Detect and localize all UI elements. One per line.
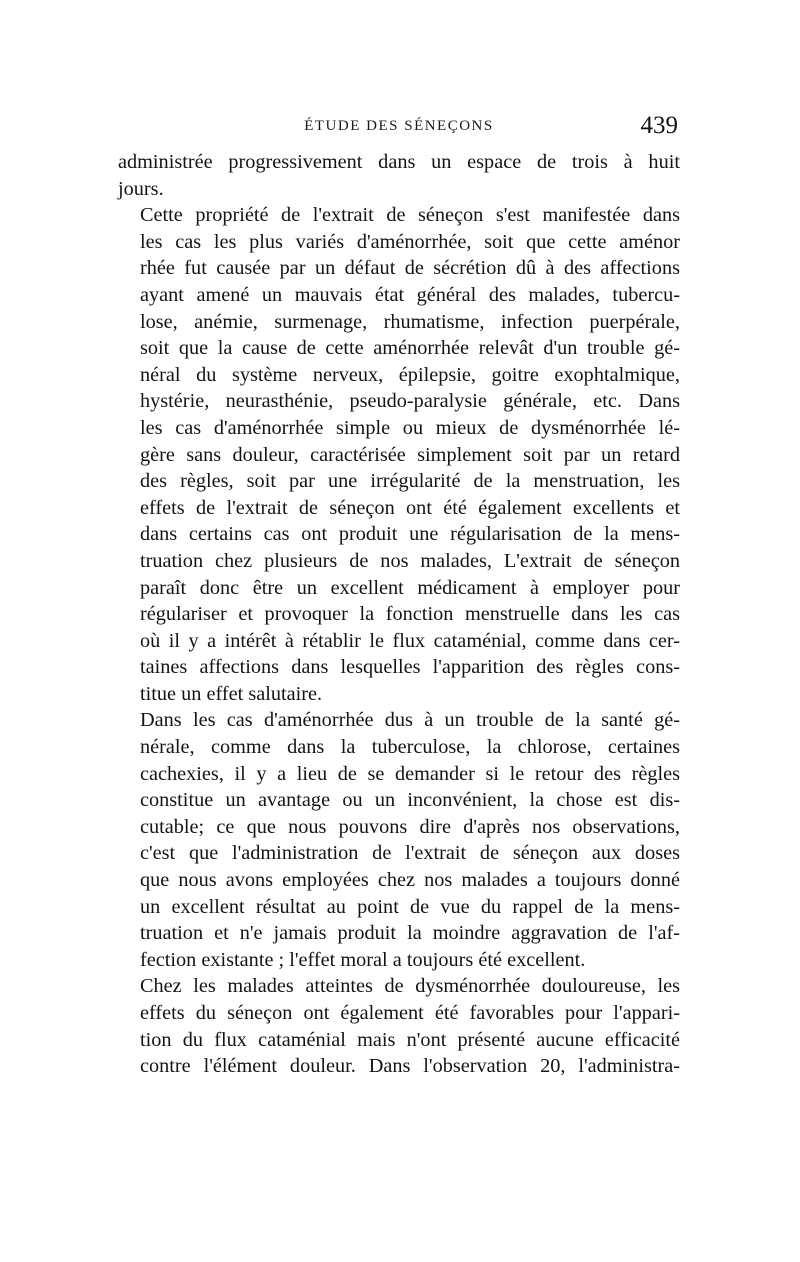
text-line: c'est que l'administration de l'extrait de séneçon aux doses — [140, 842, 680, 865]
text-line: contre l'élément douleur. Dans l'observation 20, l'administra- — [140, 1055, 680, 1078]
text-line: dans certains cas ont produit une régularisation de la mens- — [140, 523, 680, 546]
text-line: les cas les plus variés d'aménorrhée, soit que cette aménor — [140, 230, 680, 253]
running-title: ÉTUDE DES SÉNEÇONS — [304, 118, 494, 134]
text-line: Cette propriété de l'extrait de séneçon s'est manifestée dans — [140, 204, 680, 227]
text-line: un excellent résultat au point de vue du rappel de la mens- — [140, 895, 680, 918]
text-line: effets du séneçon ont également été favorables pour l'appari- — [140, 1002, 680, 1024]
paragraph — [118, 149, 680, 202]
text-line: titue un effet salutaire. — [140, 682, 323, 705]
text-line: jours. — [118, 177, 164, 200]
text-line: truation chez plusieurs de nos malades, L'extrait de séneçon — [140, 549, 680, 572]
text-line: lose, anémie, surmenage, rhumatisme, infection puerpérale, — [140, 310, 680, 333]
text-line: que nous avons employées chez nos malades a toujours donné — [140, 869, 680, 892]
body-text — [118, 149, 680, 1080]
paragraph — [118, 973, 680, 1079]
text-line: Chez les malades atteintes de dysménorrhée douloureuse, les — [140, 975, 680, 998]
text-line: Dans les cas d'aménorrhée dus à un trouble de la santé gé- — [140, 709, 680, 732]
text-line: gère sans douleur, caractérisée simplement soit par un retard — [140, 443, 680, 466]
text-line: administrée progressivement dans un espace de trois à huit — [118, 151, 680, 173]
paragraph — [118, 202, 680, 707]
page-header — [118, 112, 680, 142]
text-line: des règles, soit par une irrégularité de la menstruation, les — [140, 470, 680, 493]
text-line: effets de l'extrait de séneçon ont été également excellents et — [140, 496, 680, 519]
text-line: où il y a intérêt à rétablir le flux cataménial, comme dans cer- — [140, 629, 680, 652]
text-line: truation et n'e jamais produit la moindre aggravation de l'af- — [140, 922, 680, 945]
text-line: nérale, comme dans la tuberculose, la chlorose, certaines — [140, 736, 680, 759]
page-number: 439 — [640, 112, 678, 139]
text-line: hystérie, neurasthénie, pseudo-paralysie générale, etc. Dans — [140, 390, 680, 413]
text-line: taines affections dans lesquelles l'apparition des règles cons- — [140, 656, 680, 679]
text-line: soit que la cause de cette aménorrhée relevât d'un trouble gé- — [140, 337, 680, 360]
text-line: rhée fut causée par un défaut de sécrétion dû à des affections — [140, 257, 680, 280]
text-line: paraît donc être un excellent médicament à employer pour — [140, 576, 680, 599]
text-line: constitue un avantage ou un inconvénient, la chose est dis- — [140, 789, 680, 812]
text-line: les cas d'aménorrhée simple ou mieux de dysménorrhée lé- — [140, 416, 680, 439]
text-line: fection existante ; l'effet moral a toujours été excellent. — [140, 948, 586, 971]
text-line: cachexies, il y a lieu de se demander si le retour des règles — [140, 762, 680, 785]
text-line: cutable; ce que nous pouvons dire d'après nos observations, — [140, 815, 680, 838]
text-line: tion du flux cataménial mais n'ont présenté aucune efficacité — [140, 1028, 680, 1051]
paragraph — [118, 707, 680, 973]
text-line: régulariser et provoquer la fonction menstruelle dans les cas — [140, 603, 680, 626]
text-line: néral du système nerveux, épilepsie, goitre exophtalmique, — [140, 363, 680, 386]
text-line: ayant amené un mauvais état général des malades, tubercu- — [140, 283, 680, 306]
